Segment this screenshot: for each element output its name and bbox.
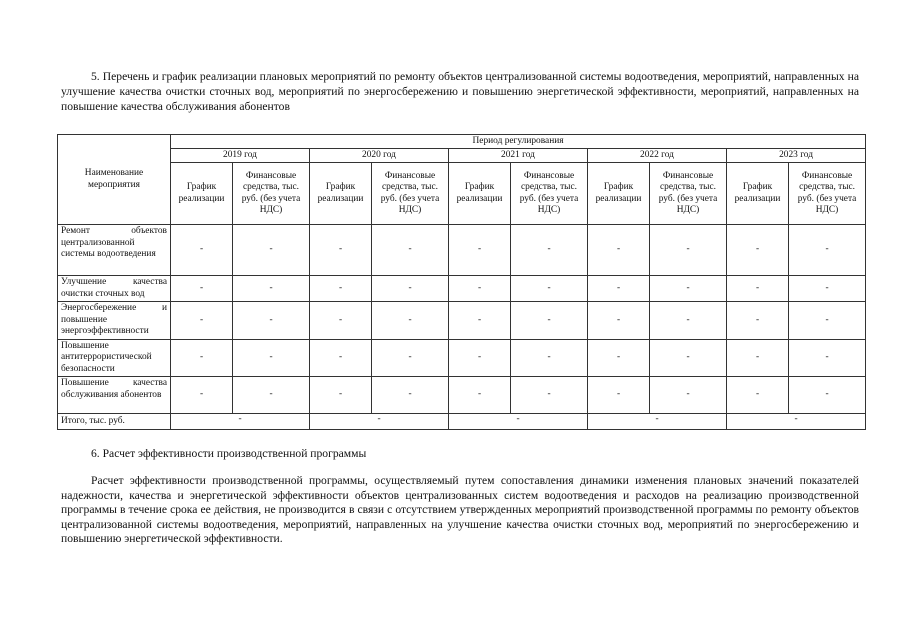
year-header: 2019 год <box>171 149 310 163</box>
total-cell: - <box>449 414 588 430</box>
value-cell: - <box>789 339 866 377</box>
value-cell: - <box>449 276 511 302</box>
year-header: 2020 год <box>310 149 449 163</box>
value-cell: - <box>310 225 372 276</box>
total-cell: - <box>171 414 310 430</box>
activities-schedule-table <box>57 134 866 430</box>
value-cell: - <box>449 302 511 340</box>
value-cell: - <box>372 302 449 340</box>
value-cell: - <box>449 377 511 414</box>
finance-header: Финансовые средства, тыс. руб. (без учета НДС) <box>650 163 727 225</box>
finance-header: Финансовые средства, тыс. руб. (без учета НДС) <box>372 163 449 225</box>
value-cell: - <box>171 302 233 340</box>
value-cell: - <box>310 302 372 340</box>
value-cell: - <box>310 339 372 377</box>
value-cell: - <box>171 225 233 276</box>
year-header: 2023 год <box>727 149 866 163</box>
section-5-paragraph: 5. Перечень и график реализации плановых мероприятий по ремонту объектов централизованной системы водоотведения, мероприятий, направленных на улучшение качества очистки сточных вод, мероприятий по энергосбережению и повышению энергетической эффективности, мероприятий, направленных на повышение качества обслуживания абонентов <box>61 70 859 113</box>
value-cell: - <box>310 276 372 302</box>
value-cell: - <box>233 302 310 340</box>
value-cell: - <box>789 225 866 276</box>
value-cell: - <box>511 225 588 276</box>
schedule-header: График реализации <box>310 163 372 225</box>
value-cell: - <box>789 377 866 414</box>
value-cell: - <box>650 276 727 302</box>
value-cell: - <box>650 225 727 276</box>
schedule-header: График реализации <box>171 163 233 225</box>
total-cell: - <box>310 414 449 430</box>
total-cell: - <box>727 414 866 430</box>
table-row <box>58 276 866 302</box>
value-cell: - <box>588 225 650 276</box>
value-cell: - <box>727 225 789 276</box>
finance-header: Финансовые средства, тыс. руб. (без учета НДС) <box>511 163 588 225</box>
activity-name-cell: Ремонт объектов централизованной системы водоотведения <box>58 225 171 276</box>
value-cell: - <box>372 377 449 414</box>
value-cell: - <box>233 377 310 414</box>
value-cell: - <box>511 339 588 377</box>
value-cell: - <box>511 302 588 340</box>
finance-header: Финансовые средства, тыс. руб. (без учета НДС) <box>233 163 310 225</box>
value-cell: - <box>789 276 866 302</box>
value-cell: - <box>588 339 650 377</box>
value-cell: - <box>171 276 233 302</box>
table-row <box>58 339 866 377</box>
value-cell: - <box>727 276 789 302</box>
value-cell: - <box>233 225 310 276</box>
value-cell: - <box>372 225 449 276</box>
year-header: 2021 год <box>449 149 588 163</box>
schedule-header: График реализации <box>588 163 650 225</box>
value-cell: - <box>588 276 650 302</box>
total-row <box>58 414 866 430</box>
value-cell: - <box>372 339 449 377</box>
value-cell: - <box>372 276 449 302</box>
schedule-header: График реализации <box>727 163 789 225</box>
value-cell: - <box>588 377 650 414</box>
section-6-heading: 6. Расчет эффективности производственной программы <box>91 447 367 460</box>
activity-name-cell: Улучшение качества очистки сточных вод <box>58 276 171 302</box>
table-row <box>58 377 866 414</box>
value-cell: - <box>511 276 588 302</box>
value-cell: - <box>171 339 233 377</box>
value-cell: - <box>310 377 372 414</box>
value-cell: - <box>650 339 727 377</box>
table-row <box>58 302 866 340</box>
activity-name-header: Наименование мероприятия <box>58 135 171 225</box>
year-header: 2022 год <box>588 149 727 163</box>
section-6-paragraph: Расчет эффективности производственной программы, осуществляемый путем сопоставления динамики изменения плановых значений показателей надежности, качества и энергетической эффективности объектов централизованных систем водоотведения и расходов на реализацию производственной программы в течение срока ее действия, не производится в связи с отсутствием утвержденных мероприятий производственной программы по ремонту объектов централизованной системы водоотведения, мероприятий, направленных на улучшение качества очистки сточных вод, мероприятий по энергосбережению и повышению энергетической эффективности. <box>61 474 859 545</box>
schedule-header: График реализации <box>449 163 511 225</box>
value-cell: - <box>727 377 789 414</box>
value-cell: - <box>511 377 588 414</box>
value-cell: - <box>727 339 789 377</box>
value-cell: - <box>449 225 511 276</box>
period-header: Период регулирования <box>171 135 866 149</box>
value-cell: - <box>588 302 650 340</box>
value-cell: - <box>171 377 233 414</box>
activity-name-cell: Повышение качества обслуживания абонентов <box>58 377 171 414</box>
table-row <box>58 225 866 276</box>
value-cell: - <box>650 377 727 414</box>
value-cell: - <box>233 339 310 377</box>
total-cell: - <box>588 414 727 430</box>
value-cell: - <box>449 339 511 377</box>
value-cell: - <box>233 276 310 302</box>
activity-name-cell: Энергосбережение и повышение энергоэффективности <box>58 302 171 340</box>
activity-name-cell: Повышение антитеррористической безопасности <box>58 339 171 377</box>
finance-header: Финансовые средства, тыс. руб. (без учета НДС) <box>789 163 866 225</box>
value-cell: - <box>650 302 727 340</box>
total-label: Итого, тыс. руб. <box>58 414 171 430</box>
value-cell: - <box>727 302 789 340</box>
value-cell: - <box>789 302 866 340</box>
